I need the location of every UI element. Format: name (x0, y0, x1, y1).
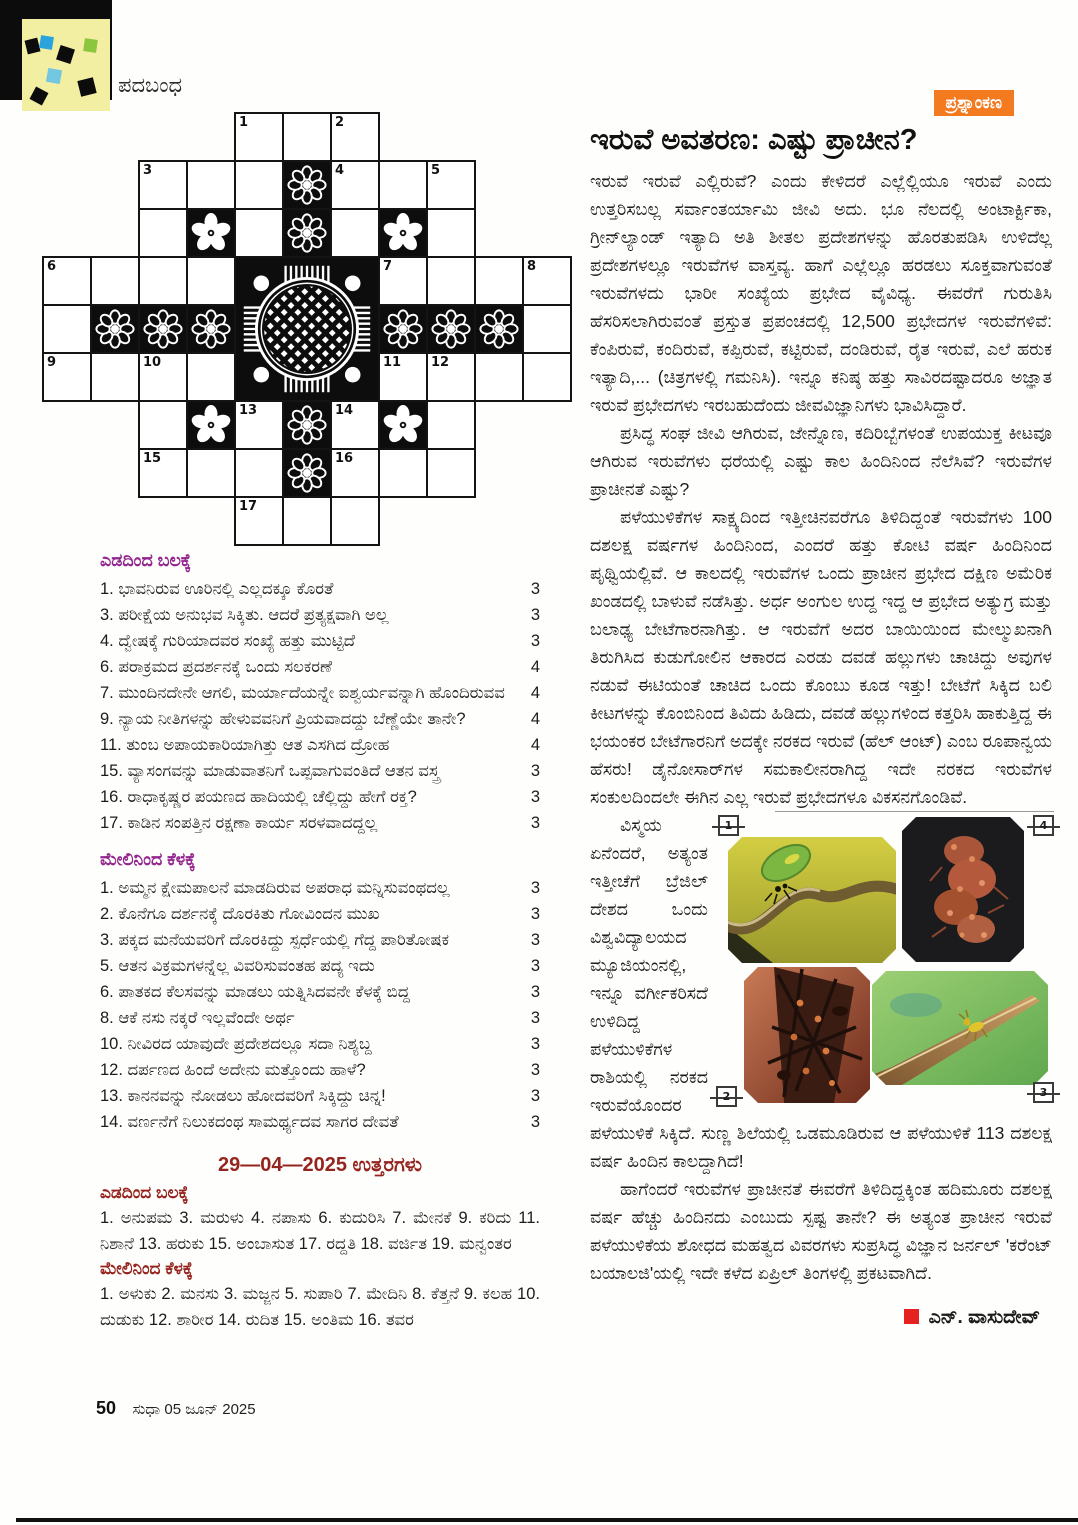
cell-number: 4 (335, 163, 345, 178)
clue-text: 9. ನ್ಯಾಯ ನೀತಿಗಳನ್ನು ಹೇಳುವವನಿಗೆ ಪ್ರಿಯವಾದದ್ದು ಬೆಣ್ಣೆಯೇ ತಾನೇ? (100, 710, 466, 728)
crossword-cell (378, 448, 428, 498)
crossword-cell (138, 256, 188, 306)
across-clue-row (100, 812, 540, 835)
crossword-cell (330, 160, 380, 210)
article-paragraph: ಇರುವೆ ಇರುವೆ ಎಲ್ಲಿರುವೆ? ಎಂದು ಕೇಳಿದರೆ ಎಲ್ಲೆಲ್ಲಿಯೂ ಇರುವೆ ಎಂದು ಉತ್ತರಿಸಬಲ್ಲ ಸರ್ವಾಂತರ್ಯಾಮಿ ಜೀವಿ ಅದು. ಭೂ ನೆಲದಲ್ಲಿ ಅಂಟಾರ್ಕ್ಟಿಕಾ, ಗ್ರೀನ್‌ಲ್ಯಾಂಡ್ ಇತ್ಯಾದಿ ಅತಿ ಶೀತಲ ಪ್ರದೇಶಗಳನ್ನು ಹೊರತುಪಡಿಸಿ ಉಳಿದೆಲ್ಲ ಪ್ರದೇಶಗಳಲ್ಲೂ ಇರುವೆಗಳ ವಾಸ್ತವ್ಯ. ಹಾಗೆ ಎಲ್ಲೆಲ್ಲೂ ಹರಡಲು ಸೂಕ್ತವಾಗುವಂತೆ ಇರುವೆಗಳದು ಭಾರೀ ಸಂಖ್ಯೆಯ ಪ್ರಭೇದ ವೈವಿಧ್ಯ. ಈವರೆಗೆ ಗುರುತಿಸಿ ಹೆಸರಿಸಲಾಗಿರುವಂತೆ ಪ್ರಸ್ತುತ ಪ್ರಪಂಚದಲ್ಲಿ 12,500 ಪ್ರಭೇದಗಳ ಇರುವೆಗಳಿವೆ: ಕೆಂಪಿರುವೆ, ಕಂದಿರುವೆ, ಕಪ್ಪಿರುವೆ, ಕಟ್ಟಿರುವೆ, ದಂಡಿರುವೆ, ರೈತ ಇರುವೆ, ಎಲೆ ಹರುಕ ಇತ್ಯಾದಿ,... (ಚಿತ್ರಗಳಲ್ಲಿ ಗಮನಿಸಿ). ಇನ್ನೂ ಕನಿಷ್ಠ ಹತ್ತು ಸಾವಿರದಷ್ಟಾದರೂ ಅಜ್ಞಾತ ಇರುವೆ ಪ್ರಭೇದಗಳು ಇರಬಹುದೆಂದು ಜೀವವಿಜ್ಞಾನಿಗಳು ಭಾವಿಸಿದ್ದಾರೆ. (590, 171, 1052, 415)
photo-marker-2: 2 (716, 1086, 737, 1107)
crossword-flower-cell (90, 304, 140, 354)
crossword-cell (234, 208, 284, 258)
crossword-cell (234, 400, 284, 450)
crossword-cell (234, 112, 284, 162)
crossword-cell (378, 352, 428, 402)
center-medallion-icon (236, 258, 378, 400)
cell-number: 3 (143, 163, 153, 178)
across-clue-row (100, 630, 540, 653)
rosette-flower-icon (142, 308, 184, 350)
crossword-cell (330, 448, 380, 498)
down-clue-row (100, 1085, 540, 1108)
down-clue-row (100, 877, 540, 900)
across-clue-row (100, 760, 540, 783)
crossword-flower-cell (186, 304, 236, 354)
clue-text: 5. ಆತನ ವಿಕ್ರಮಗಳನ್ನೆಲ್ಲ ವಿವರಿಸುವಂತಹ ಪದ್ಯ ಇದು (100, 957, 375, 975)
crossword-cell (522, 304, 572, 354)
crossword-flower-cell (282, 208, 332, 258)
clue-text: 16. ರಾಧಾಕೃಷ್ಣರ ಪಯಣದ ಹಾದಿಯಲ್ಲಿ ಚೆಲ್ಲಿದ್ದು ಹೇಗೆ ರಕ್ತ? (100, 788, 417, 806)
rosette-flower-icon (94, 308, 136, 350)
weaver-ant-nest-photo (744, 967, 870, 1103)
crossword-cell (282, 496, 332, 546)
rosette-flower-icon (430, 308, 472, 350)
down-clues-list (100, 877, 540, 1134)
down-clue-row (100, 1111, 540, 1134)
page-footer (96, 1398, 256, 1419)
clue-text: 13. ಕಾನನವನ್ನು ನೋಡಲು ಹೋದವರಿಗೆ ಸಿಕ್ಕಿದ್ದು ಚಿನ್ನ! (100, 1087, 386, 1105)
cell-number: 6 (47, 259, 57, 274)
crossword-flower-cell (282, 448, 332, 498)
crossword-cell (426, 256, 476, 306)
cell-number: 15 (143, 451, 162, 466)
cell-number: 5 (431, 163, 441, 178)
rosette-flower-icon (286, 404, 328, 446)
cell-number: 10 (143, 355, 162, 370)
crossword-flower-cell (186, 400, 236, 450)
crossword-cell (330, 400, 380, 450)
logo-confetti-square (56, 45, 75, 64)
clue-letter-count: 3 (530, 580, 540, 598)
crossword-cell (426, 208, 476, 258)
crossword-cell (330, 496, 380, 546)
clue-text: 1. ಅಮ್ಮನ ಕ್ಷೇಮಪಾಲನೆ ಮಾಡದಿರುವ ಅಪರಾಧ ಮನ್ನಿಸುವಂಥದಲ್ಲ (100, 879, 450, 897)
clue-letter-count: 3 (530, 983, 540, 1001)
photo-marker-4: 4 (1033, 815, 1054, 836)
clue-text: 2. ಕೊನೆಗೂ ದರ್ಶನಕ್ಕೆ ದೊರಕಿತು ಗೋವಿಂದನ ಮುಖ (100, 905, 380, 923)
clue-text: 1. ಭಾವನಿರುವ ಊರಿನಲ್ಲಿ ಎಲ್ಲದಕ್ಕೂ ಕೊರತೆ (100, 580, 334, 598)
logo-confetti-square (24, 38, 40, 55)
clue-letter-count: 3 (530, 1035, 540, 1053)
article-paragraph: ಪ್ರಸಿದ್ಧ ಸಂಘ ಜೀವಿ ಆಗಿರುವ, ಜೇನ್ನೊಣ, ಕದಿರಿಬ್ಬೆಗಳಂತೆ ಉಪಯುಕ್ತ ಕೀಟವೂ ಆಗಿರುವ ಇರುವೆಗಳು ಧರೆಯಲ್ಲಿ ಎಷ್ಟು ಕಾಲ ಹಿಂದಿನಿಂದ ನೆಲೆಸಿವೆ? ಇರುವೆಗಳ ಪ್ರಾಚೀನತೆ ಎಷ್ಟು? (590, 423, 1052, 499)
crossword-cell (282, 112, 332, 162)
clue-letter-count: 3 (530, 632, 540, 650)
clue-text: 4. ದ್ವೇಷಕ್ಕೆ ಗುರಿಯಾದವರ ಸಂಖ್ಯೆ ಹತ್ತು ಮುಟ್ಟಿದೆ (100, 632, 356, 650)
byline-square-icon (904, 1309, 919, 1324)
crossword-flower-cell (186, 208, 236, 258)
crossword-cell (522, 352, 572, 402)
army-ant-cluster-photo (902, 817, 1024, 962)
crossword-cell (90, 352, 140, 402)
crossword-flower-cell (378, 208, 428, 258)
clue-text: 14. ವರ್ಣನೆಗೆ ನಿಲುಕದಂಥ ಸಾಮರ್ಥ್ಯದವ ಸಾಗರ ದೇವತೆ (100, 1113, 399, 1131)
cell-number: 1 (239, 115, 249, 130)
five-petal-flower-icon (190, 212, 232, 254)
across-clue-row (100, 734, 540, 757)
leafcutter-ant-photo (728, 837, 896, 963)
clue-text: 7. ಮುಂದಿನದೇನೇ ಆಗಲಿ, ಮರ್ಯಾದೆಯನ್ನೇ ಐಶ್ವರ್ಯವನ್ನಾಗಿ ಹೊಂದಿರುವವ (100, 684, 505, 702)
crossword-cell (42, 256, 92, 306)
rosette-flower-icon (286, 164, 328, 206)
clue-letter-count: 3 (530, 1061, 540, 1079)
bottom-rule (16, 1518, 1078, 1522)
cell-number: 7 (383, 259, 393, 274)
article-paragraph: ವಿಸ್ಮಯ ಏನೆಂದರೆ, ಅತ್ಯಂತ ಇತ್ತೀಚೆಗೆ ಬ್ರೆಜಿಲ್ ದೇಶದ ಒಂದು ವಿಶ್ವವಿದ್ಯಾಲಯದ ಮ್ಯೂಜಿಯಂನಲ್ಲಿ, ಇನ್ನೂ ವರ್ಗೀಕರಿಸದೆ ಉಳಿದಿದ್ದ ಪಳೆಯುಳಿಕೆಗಳ ರಾಶಿಯಲ್ಲಿ ನರಕದ ಇರುವೆಯೊಂದರ ಪಳೆಯುಳಿಕೆ ಸಿಕ್ಕಿದೆ. ಸುಣ್ಣ ಶಿಲೆಯಲ್ಲಿ ಒಡಮೂಡಿರುವ ಆ ಪಳೆಯುಳಿಕೆ 113 ದಶಲಕ್ಷ ವರ್ಷ ಹಿಂದಿನ ಕಾಲದ್ದಾಗಿದೆ! (590, 815, 1052, 1171)
down-clue-row (100, 1007, 540, 1030)
cell-number: 9 (47, 355, 57, 370)
crossword-cell (330, 112, 380, 162)
down-clue-row (100, 955, 540, 978)
crossword-logo (0, 0, 200, 130)
clue-letter-count: 3 (530, 1113, 540, 1131)
crossword-cell (138, 208, 188, 258)
crossword-cell (186, 160, 236, 210)
collage-rule (775, 811, 1054, 812)
clue-text: 11. ತುಂಬ ಅಪಾಯಕಾರಿಯಾಗಿತ್ತು ಆತ ಎಸಗಿದ ದ್ರೋಹ (100, 736, 390, 754)
crossword-cell (426, 400, 476, 450)
clue-text: 8. ಆಕೆ ನಸು ನಕ್ಕರೆ ಇಲ್ಲವೆಂದೇ ಅರ್ಥ (100, 1009, 295, 1027)
clues-column (100, 550, 540, 1333)
down-clue-row (100, 1059, 540, 1082)
clue-letter-count: 3 (530, 788, 540, 806)
rosette-flower-icon (286, 452, 328, 494)
crossword-flower-cell (282, 160, 332, 210)
crossword-cell (330, 208, 380, 258)
clue-letter-count: 4 (530, 710, 540, 728)
clue-text: 10. ನೀವಿರದ ಯಾವುದೇ ಪ್ರದೇಶದಲ್ಲೂ ಸದಾ ನಿಶ್ಯಬ್ದ (100, 1035, 372, 1053)
crossword-cell (138, 352, 188, 402)
five-petal-flower-icon (190, 404, 232, 446)
clue-letter-count: 3 (530, 814, 540, 832)
crossword-cell (186, 352, 236, 402)
cell-number: 12 (431, 355, 450, 370)
ant-photo-collage (720, 815, 1052, 1109)
rosette-flower-icon (478, 308, 520, 350)
photo-marker-3: 3 (1033, 1082, 1054, 1103)
clue-letter-count: 3 (530, 1009, 540, 1027)
answers-across-label: ಎಡದಿಂದ ಬಲಕ್ಕೆ (100, 1183, 189, 1202)
logo-confetti-square (30, 87, 49, 106)
cell-number: 13 (239, 403, 258, 418)
crossword-grid (42, 112, 574, 548)
answers-across-text: 1. ಅನುಪಮ 3. ಮರುಳು 4. ನಪಾಸು 6. ಕುದುರಿಸಿ 7. ಮೇನಕೆ 9. ಕರಿದು 11. ನಿಶಾನೆ 13. ಹರುಕು 15. ಅಂಬಾಸುತ 17. ರದ್ದತಿ 18. ವರ್ಜಿತ 19. ಮನ್ವಂತರ (100, 1209, 540, 1253)
crossword-cell (234, 448, 284, 498)
crossword-flower-cell (474, 304, 524, 354)
across-clue-row (100, 604, 540, 627)
clue-letter-count: 3 (530, 762, 540, 780)
clue-text: 6. ಪಾತಕದ ಕೆಲಸವನ್ನು ಮಾಡಲು ಯತ್ನಿಸಿದವನೇ ಕೆಳಕ್ಕೆ ಬಿದ್ದ (100, 983, 410, 1001)
answers-down-label: ಮೇಲಿನಿಂದ ಕೆಳಕ್ಕೆ (100, 1259, 193, 1278)
clue-text: 6. ಪರಾಕ್ರಮದ ಪ್ರದರ್ಶನಕ್ಕೆ ಒಂದು ಸಲಕರಣೆ (100, 658, 332, 676)
photo-marker-1: 1 (718, 815, 739, 836)
cell-number: 16 (335, 451, 354, 466)
page-number: 50 (96, 1398, 117, 1418)
cell-number: 2 (335, 115, 345, 130)
across-clue-row (100, 786, 540, 809)
crossword-cell (522, 256, 572, 306)
crossword-flower-cell (138, 304, 188, 354)
crossword-flower-cell (282, 400, 332, 450)
answers-down-text: 1. ಅಳುಕು 2. ಮನಸು 3. ಮಜ್ಜನ 5. ಸುಪಾರಿ 7. ಮೇದಿನಿ 8. ಕೆತ್ತನೆ 9. ಕಲಹ 10. ದುಡುಕು 12. ಶಾರೀರ 14. ರುದಿತ 15. ಅಂತಿಮ 16. ತವರ (100, 1285, 540, 1329)
down-clue-row (100, 903, 540, 926)
crossword-cell (378, 256, 428, 306)
clue-letter-count: 4 (530, 684, 540, 702)
logo-confetti-square (83, 38, 98, 53)
five-petal-flower-icon (382, 212, 424, 254)
crossword-cell (138, 448, 188, 498)
clue-text: 15. ವ್ಯಾಸಂಗವನ್ನು ಮಾಡುವಾತನಿಗೆ ಒಪ್ಪವಾಗುವಂತಿದೆ ಆತನ ವಸ್ತ್ರ (100, 762, 440, 780)
byline (590, 1307, 1052, 1329)
clue-text: 3. ಪಕ್ಕದ ಮನೆಯವರಿಗೆ ದೊರಕಿದ್ದು ಸ್ಪರ್ಧೆಯಲ್ಲಿ ಗೆದ್ದ ಪಾರಿತೋಷಕ (100, 931, 449, 949)
section-title: ಪದಬಂಧ (118, 74, 183, 97)
down-clue-row (100, 1033, 540, 1056)
crossword-cell (186, 256, 236, 306)
crossword-cell (234, 160, 284, 210)
across-clue-row (100, 578, 540, 601)
crossword-flower-cell (426, 304, 476, 354)
clue-letter-count: 3 (530, 606, 540, 624)
crossword-cell (42, 352, 92, 402)
answers-title: 29—04—2025 ಉತ್ತರಗಳು (218, 1154, 422, 1176)
crossword-flower-cell (378, 400, 428, 450)
logo-confetti-square (77, 77, 96, 96)
clue-letter-count: 3 (530, 905, 540, 923)
crossword-cell (426, 160, 476, 210)
crossword-center-ornament (234, 256, 380, 402)
author-name: ಎನ್. ವಾಸುದೇವ್ (928, 1307, 1040, 1328)
cell-number: 8 (527, 259, 537, 274)
previous-answers-block (100, 1154, 540, 1333)
clue-letter-count: 3 (530, 1087, 540, 1105)
across-clues-list (100, 578, 540, 835)
ant-on-thorn-photo (872, 971, 1048, 1085)
crossword-cell (42, 304, 92, 354)
logo-yellow-square (22, 19, 110, 111)
across-clue-row (100, 708, 540, 731)
clue-letter-count: 4 (530, 658, 540, 676)
down-clue-row (100, 981, 540, 1004)
article-paragraph: ಹಾಗೆಂದರೆ ಇರುವೆಗಳ ಪ್ರಾಚೀನತೆ ಈವರೆಗೆ ತಿಳಿದಿದ್ದಕ್ಕಿಂತ ಹದಿಮೂರು ದಶಲಕ್ಷ ವರ್ಷ ಹೆಚ್ಚು ಹಿಂದಿನದು ಎಂಬುದು ಸ್ಪಷ್ಟ ತಾನೇ? ಈ ಅತ್ಯಂತ ಪ್ರಾಚೀನ ಇರುವೆ ಪಳೆಯುಳಿಕೆಯ ಶೋಧದ ಮಹತ್ವದ ವಿವರಗಳು ಸುಪ್ರಸಿದ್ಧ ವಿಜ್ಞಾನ ಜರ್ನಲ್ 'ಕರೆಂಟ್ ಬಯಾಲಜಿ'ಯಲ್ಲಿ ಇದೇ ಕಳೆದ ಏಪ್ರಿಲ್ ತಿಂಗಳಲ್ಲಿ ಪ್ರಕಟವಾಗಿದೆ. (590, 1179, 1052, 1283)
crossword-cell (474, 352, 524, 402)
crossword-cell (378, 160, 428, 210)
down-clues-header: ಮೇಲಿನಿಂದ ಕೆಳಕ್ಕೆ (100, 849, 196, 869)
crossword-cell (474, 256, 524, 306)
article-paragraph: ಪಳೆಯುಳಿಕೆಗಳ ಸಾಕ್ಷ್ಯದಿಂದ ಇತ್ತೀಚಿನವರೆಗೂ ತಿಳಿದಿದ್ದಂತೆ ಇರುವೆಗಳು 100 ದಶಲಕ್ಷ ವರ್ಷಗಳ ಹಿಂದಿನಿಂದ, ಎಂದರೆ ಹತ್ತು ಕೋಟಿ ವರ್ಷ ಹಿಂದಿನಿಂದ ಪೃಥ್ವಿಯಲ್ಲಿವೆ. ಆ ಕಾಲದಲ್ಲಿ ಇರುವೆಗಳ ಒಂದು ಪ್ರಾಚೀನ ಪ್ರಭೇದ ದಕ್ಷಿಣ ಅಮೆರಿಕ ಖಂಡದಲ್ಲಿ ಬಾಳುವೆ ನಡೆಸಿತ್ತು. ಅರ್ಧ ಅಂಗುಲ ಉದ್ದ ಇದ್ದ ಆ ಪ್ರಭೇದ ಅತ್ಯುಗ್ರ ಮತ್ತು ಬಲಾಢ್ಯ ಬೇಟೆಗಾರನಾಗಿತ್ತು. ಆ ಇರುವೆಗೆ ಅದರ ಬಾಯಿಯಿಂದ ಮೇಲ್ಮುಖನಾಗಿ ತಿರುಗಿಸಿದ ಕುಡುಗೋಲಿನ ಆಕಾರದ ಎರಡು ದವಡೆ ಹಲ್ಲುಗಳು ಚಾಚಿದ್ದು ಅವುಗಳ ನಡುವೆ ಈಟಿಯಂತೆ ಚಾಚಿದ ಒಂದು ಕೊಂಬು ಕೂಡ ಇತ್ತು! ಬೇಟೆಗೆ ಸಿಕ್ಕಿದ ಬಲಿ ಕೀಟಗಳನ್ನು ಕೊಂಬಿನಿಂದ ತಿವಿದು ಹಿಡಿದು, ದವಡೆ ಹಲ್ಲುಗಳಿಂದ ಕತ್ತರಿಸಿ ಹಾಕುತ್ತಿದ್ದ ಈ ಭಯಂಕರ ಬೇಟೆಗಾರನಿಗೆ ಅದಕ್ಕೇ ನರಕದ ಇರುವೆ (ಹೆಲ್ ಆಂಟ್) ಎಂಬ ರೂಪಾನ್ವಯ ಹೆಸರು! ಡೈನೋಸಾರ್‌ಗಳ ಸಮಕಾಲೀನರಾಗಿದ್ದ ಇದೇ ನರಕದ ಇರುವೆಗಳ ಸಂಕುಲದಿಂದಲೇ ಈಗಿನ ಎಲ್ಲ ಇರುವೆ ಪ್ರಭೇದಗಳೂ ವಿಕಸನಗೊಂಡಿವೆ. (590, 507, 1052, 807)
cell-number: 17 (239, 499, 258, 514)
rosette-flower-icon (382, 308, 424, 350)
clue-letter-count: 3 (530, 879, 540, 897)
photo-wrap-block (590, 811, 1052, 1175)
logo-confetti-square (39, 35, 54, 50)
crossword-flower-cell (378, 304, 428, 354)
crossword-cell (186, 448, 236, 498)
cell-number: 11 (383, 355, 402, 370)
across-clues-header: ಎಡದಿಂದ ಬಲಕ್ಕೆ (100, 550, 192, 570)
clue-text: 3. ಪರೀಕ್ಷೆಯ ಅನುಭವ ಸಿಕ್ಕಿತು. ಆದರೆ ಪ್ರತ್ಯಕ್ಷವಾಗಿ ಅಲ್ಲ (100, 606, 389, 624)
issue-label: ಸುಧಾ 05 ಜೂನ್ 2025 (132, 1401, 256, 1418)
crossword-cell (426, 352, 476, 402)
across-clue-row (100, 682, 540, 705)
rosette-flower-icon (286, 212, 328, 254)
crossword-cell (138, 160, 188, 210)
across-clue-row (100, 656, 540, 679)
clue-text: 17. ಕಾಡಿನ ಸಂಪತ್ತಿನ ರಕ್ಷಣಾ ಕಾರ್ಯ ಸರಳವಾದದ್ದಲ್ಲ (100, 814, 378, 832)
article-title: ಇರುವೆ ಅವತರಣ: ಎಷ್ಟು ಪ್ರಾಚೀನ? (590, 124, 918, 156)
logo-confetti-square (46, 68, 62, 84)
down-clue-row (100, 929, 540, 952)
clue-letter-count: 3 (530, 931, 540, 949)
clue-letter-count: 3 (530, 957, 540, 975)
clue-letter-count: 4 (530, 736, 540, 754)
crossword-cell (90, 256, 140, 306)
crossword-cell (234, 496, 284, 546)
column-badge: ಪ್ರಶ್ನಾಂಕಣ (934, 90, 1015, 116)
five-petal-flower-icon (382, 404, 424, 446)
article-column (590, 88, 1052, 1329)
crossword-cell (138, 400, 188, 450)
crossword-cell (426, 448, 476, 498)
cell-number: 14 (335, 403, 354, 418)
clue-text: 12. ದರ್ಪಣದ ಹಿಂದೆ ಅದೇನು ಮತ್ತೊಂದು ಹಾಳೆ? (100, 1061, 366, 1079)
rosette-flower-icon (190, 308, 232, 350)
